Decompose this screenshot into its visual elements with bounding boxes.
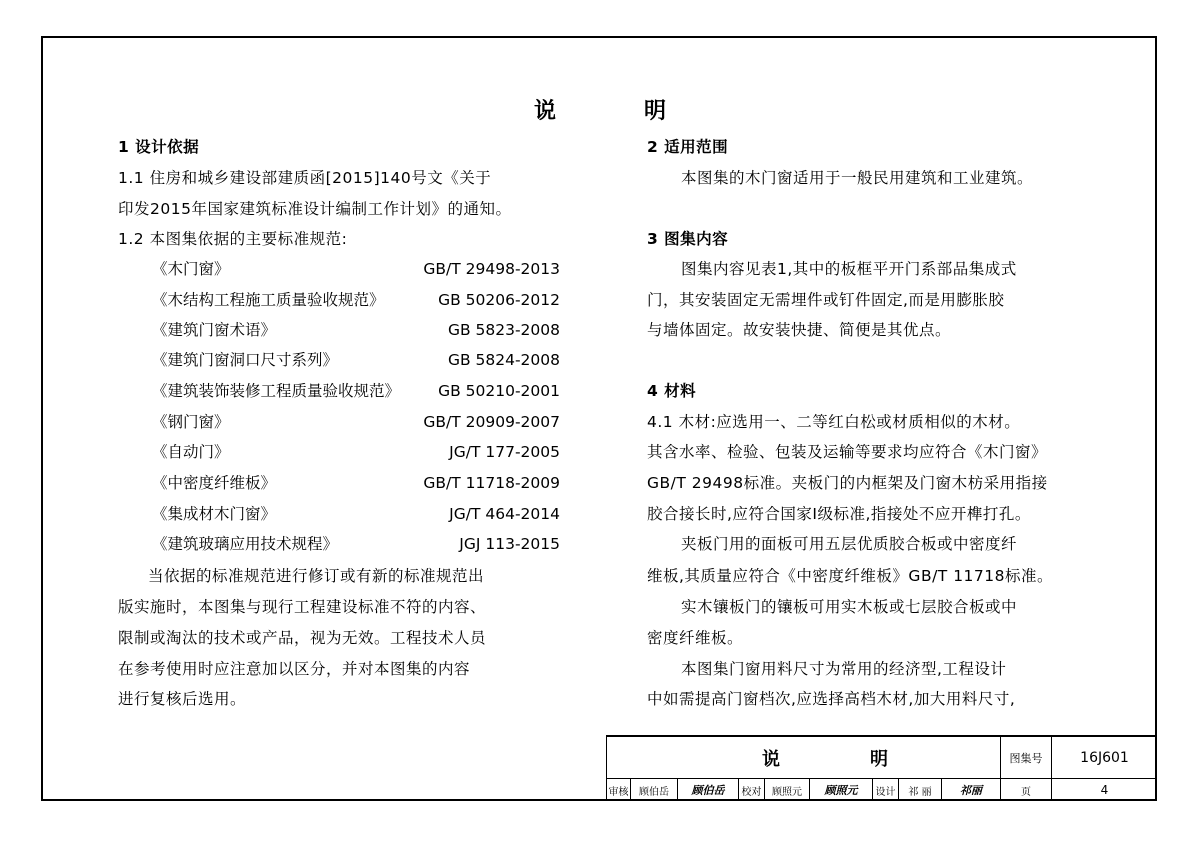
review-signature: 顾伯岳 xyxy=(691,784,725,797)
page-label: 页 xyxy=(1021,786,1031,798)
ref-code: GB 50206-2012 xyxy=(438,291,560,309)
ref-name: 《建筑门窗术语》 xyxy=(152,321,277,339)
check-name: 顾照元 xyxy=(772,786,802,798)
section-3-line-3: 与墙体固定。故安装快捷、简便是其优点。 xyxy=(647,321,952,339)
note-line-4: 在参考使用时应注意加以区分，并对本图集的内容 xyxy=(118,660,471,678)
note-line-2: 版实施时，本图集与现行工程建设标准不符的内容、 xyxy=(118,598,487,616)
note-line-5: 进行复核后选用。 xyxy=(118,690,247,708)
section-4-line-5: 夹板门用的面板可用五层优质胶合板或中密度纤 xyxy=(681,535,1018,553)
section-4-line-9: 本图集门窗用料尺寸为常用的经济型,工程设计 xyxy=(681,660,1007,678)
ref-code: GB 5823-2008 xyxy=(447,321,560,339)
section-4-line-7: 实木镶板门的镶板可用实木板或七层胶合板或中 xyxy=(681,598,1018,616)
ref-name: 《中密度纤维板》 xyxy=(152,474,277,492)
ref-name: 《建筑装饰装修工程质量验收规范》 xyxy=(152,382,401,400)
ref-code: GB/T 11718-2009 xyxy=(423,474,560,492)
section-4-heading: 4 材料 xyxy=(647,382,697,400)
ref-code: JGJ 113-2015 xyxy=(459,535,560,553)
section-2-text: 本图集的木门窗适用于一般民用建筑和工业建筑。 xyxy=(681,169,1034,187)
design-signature: 祁丽 xyxy=(960,784,982,797)
page-title-left: 说 xyxy=(534,99,557,124)
para-1-2: 1.2 本图集依据的主要标准规范: xyxy=(118,230,348,248)
ref-code: JG/T 464-2014 xyxy=(449,505,560,523)
titleblock-title-right: 明 xyxy=(870,748,888,770)
ref-code: GB 5824-2008 xyxy=(447,351,560,369)
section-3-line-2: 门，其安装固定无需埋件或钉件固定,而是用膨胀胶 xyxy=(647,291,1005,309)
check-label: 校对 xyxy=(741,786,762,798)
ref-code: GB/T 29498-2013 xyxy=(423,260,560,278)
check-signature: 顾照元 xyxy=(824,784,858,797)
section-1-heading: 1 设计依据 xyxy=(118,138,200,156)
title-block xyxy=(606,735,1157,801)
section-4-line-4: 胶合接长时,应符合国家I级标准,指接处不应开榫打孔。 xyxy=(647,505,1031,523)
section-4-line-3: GB/T 29498标准。夹板门的内框架及门窗木枋采用指接 xyxy=(647,474,1048,492)
section-4-line-8: 密度纤维板。 xyxy=(647,629,744,647)
section-4-line-2: 其含水率、检验、包装及运输等要求均应符合《木门窗》 xyxy=(647,443,1048,461)
page-title-right: 明 xyxy=(644,99,667,124)
section-2-heading: 2 适用范围 xyxy=(647,138,729,156)
ref-name: 《自动门》 xyxy=(152,443,230,461)
ref-name: 《钢门窗》 xyxy=(152,413,230,431)
atlas-number-label: 图集号 xyxy=(1009,751,1043,765)
titleblock-title-left: 说 xyxy=(762,748,780,770)
para-1-1-line-1: 1.1 住房和城乡建设部建质函[2015]140号文《关于 xyxy=(118,169,492,187)
section-4-line-10: 中如需提高门窗档次,应选择高档木材,加大用料尺寸, xyxy=(647,690,1016,708)
para-1-1-line-2: 印发2015年国家建筑标准设计编制工作计划》的通知。 xyxy=(118,200,512,218)
section-4-line-1: 4.1 木材:应选用一、二等红白松或材质相似的木材。 xyxy=(647,413,1021,431)
review-name: 顾伯岳 xyxy=(639,786,669,798)
review-label: 审核 xyxy=(608,786,629,798)
ref-name: 《木门窗》 xyxy=(152,260,230,278)
design-name: 祁 丽 xyxy=(908,786,932,798)
ref-name: 《集成材木门窗》 xyxy=(152,505,277,523)
page-number: 4 xyxy=(1100,783,1109,797)
note-line-3: 限制或淘汰的技术或产品，视为无效。工程技术人员 xyxy=(118,629,487,647)
design-label: 设计 xyxy=(875,786,896,798)
ref-code: GB 50210-2001 xyxy=(438,382,560,400)
ref-code: JG/T 177-2005 xyxy=(449,443,560,461)
section-3-line-1: 图集内容见表1,其中的板框平开门系部品集成式 xyxy=(681,260,1017,278)
ref-name: 《建筑玻璃应用技术规程》 xyxy=(152,535,339,553)
note-line-1: 当依据的标准规范进行修订或有新的标准规范出 xyxy=(148,567,485,585)
section-4-line-6: 维板,其质量应符合《中密度纤维板》GB/T 11718标准。 xyxy=(647,567,1053,585)
atlas-number: 16J601 xyxy=(1080,749,1129,766)
ref-code: GB/T 20909-2007 xyxy=(423,413,560,431)
ref-name: 《建筑门窗洞口尺寸系列》 xyxy=(152,351,339,369)
ref-name: 《木结构工程施工质量验收规范》 xyxy=(152,291,385,309)
section-3-heading: 3 图集内容 xyxy=(647,230,729,248)
